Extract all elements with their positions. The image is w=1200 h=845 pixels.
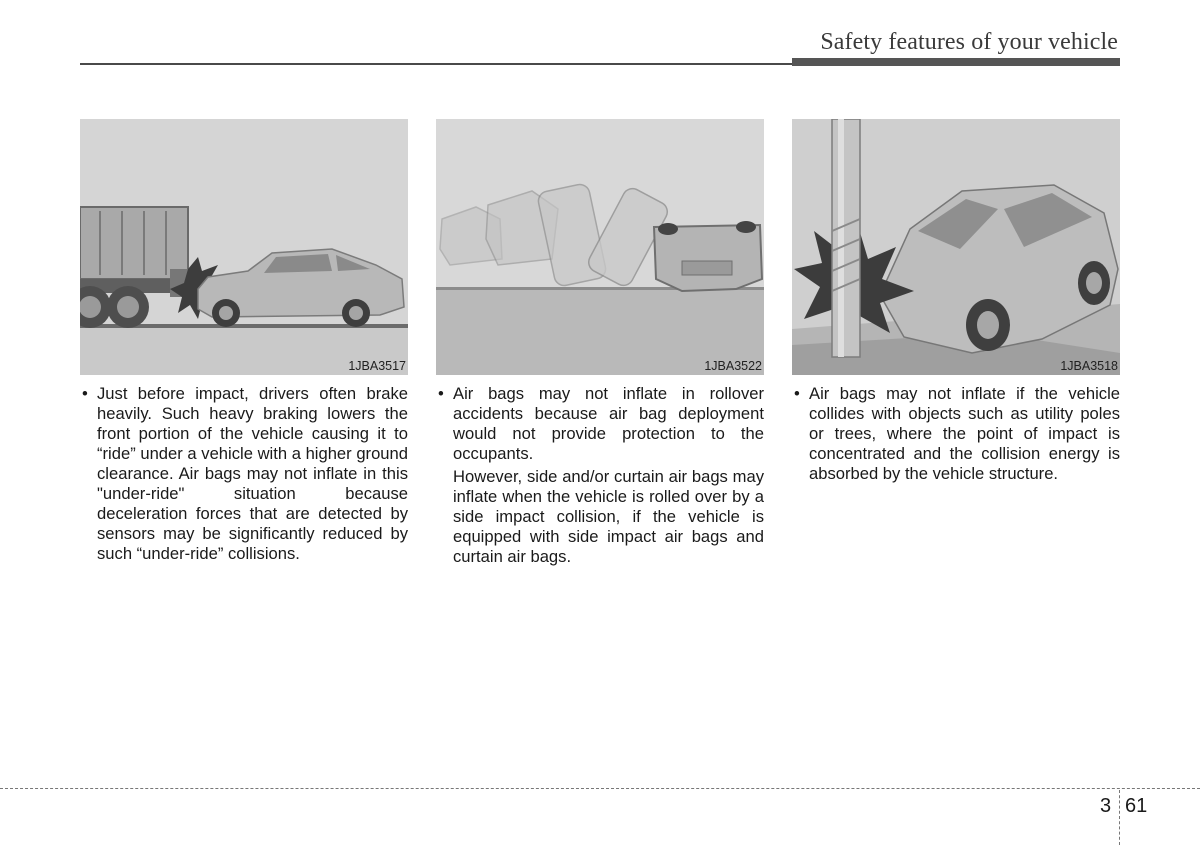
under-ride-illustration	[80, 119, 408, 375]
section-number: 3	[1100, 795, 1112, 817]
figure-rollover-illustration	[436, 119, 764, 375]
column-rollover	[436, 119, 764, 567]
bullet-text: • Just before impact, drivers often brake heavily. Such heavy braking lowers the front portion of the vehicle causing it to “ride” under a vehicle with a higher ground clearance. Air bags may not inflate in this "under-ride" situation because deceleration forces that are detected by sensors may be significantly reduced by such “under-ride” collisions.	[80, 384, 408, 564]
column-under-ride	[80, 119, 408, 564]
rollover-illustration	[436, 119, 764, 375]
footer-divider	[0, 788, 1200, 789]
header-accent-bar	[792, 58, 1120, 66]
bullet-text: • Air bags may not inflate in rollover accidents because air bag deployment would not provide protection to the occupants.	[436, 384, 764, 464]
column-pole-collision	[792, 119, 1120, 484]
figure-under-ride-illustration	[80, 119, 408, 375]
figure-code: 1JBA3522	[704, 359, 762, 373]
figure-code: 1JBA3517	[348, 359, 406, 373]
figure-code: 1JBA3518	[1060, 359, 1118, 373]
footer-vertical-divider	[1119, 790, 1120, 845]
bullet-text: • Air bags may not inflate if the vehicle collides with objects such as utility poles or trees, where the point of impact is concentrated and the collision energy is absorbed by the vehicle structure.	[792, 384, 1120, 484]
figure-pole-collision-illustration	[792, 119, 1120, 375]
pole-collision-illustration	[792, 119, 1120, 375]
paragraph-text: However, side and/or curtain air bags may inflate when the vehicle is rolled over by a side impact collision, if the vehicle is equipped with side impact air bags and curtain air bags.	[453, 467, 764, 566]
page-number: 61	[1125, 795, 1148, 817]
page-header-title: Safety features of your vehicle	[820, 29, 1118, 55]
